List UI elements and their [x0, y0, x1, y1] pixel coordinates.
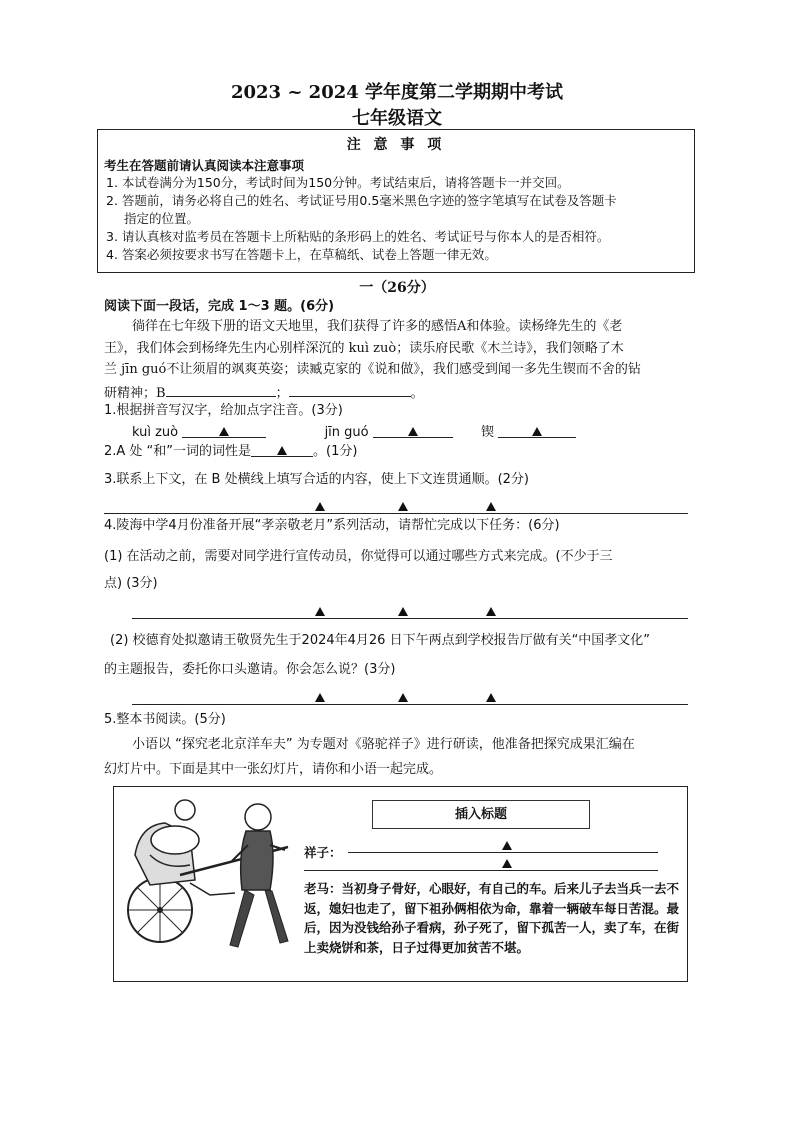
answer-triangle-icon — [277, 446, 287, 455]
answer-triangle-icon — [502, 859, 512, 868]
exam-subtitle: 七年级语文 — [352, 108, 442, 129]
notice-item-2: 2. 答题前，请务必将自己的姓名、考试证号用0.5毫米黑色字迹的签字笔填写在试卷及答题卡 — [106, 193, 617, 208]
passage-line-3: 兰 jīn guó不让须眉的飒爽英姿；读臧克家的《说和做》，我们感受到闻一多先生锲而不舍的钻 — [104, 362, 641, 377]
answer-triangle-icon — [398, 607, 408, 616]
answer-triangle-icon — [398, 693, 408, 702]
blank-b2[interactable] — [289, 382, 411, 397]
question-4-1-line-b: 点) (3分) — [104, 576, 158, 591]
q1-blank-3[interactable] — [498, 423, 576, 438]
q4-1-answer-line[interactable] — [132, 605, 688, 621]
q1-item-jinguo: jīn guó — [324, 425, 369, 440]
answer-triangle-icon — [315, 693, 325, 702]
question-1-items — [132, 423, 692, 443]
xiangzi-answer-line-1[interactable] — [348, 838, 658, 854]
q1-item-kuizuo: kuì zuò — [132, 425, 179, 440]
laoma-label: 老马： — [304, 881, 342, 896]
question-5-text-b: 幻灯片中。下面是其中一张幻灯片，请你和小语一起完成。 — [104, 762, 443, 777]
section-heading: 一（26分） — [359, 280, 435, 296]
answer-triangle-icon — [502, 841, 512, 850]
answer-triangle-icon — [398, 502, 408, 511]
passage-line-1: 徜徉在七年级下册的语文天地里，我们获得了许多的感悟A和体验。读杨绛先生的《老 — [132, 319, 623, 334]
laoma-paragraph — [304, 879, 682, 957]
question-5-text-a: 小语以 “探究老北京洋车夫” 为专题对《骆驼祥子》进行研读，他准备把探究成果汇编在 — [132, 737, 635, 752]
notice-subheading: 考生在答题前请认真阅读本注意事项 — [104, 158, 305, 173]
laoma-text: 当初身子骨好，心眼好，有自己的车。后来儿子去当兵一去不返，媳妇也走了，留下祖孙俩相依为命，靠着一辆破车每日苦混。最后，因为没钱给孙子看病，孙子死了，留下孤苦一人，卖了车，在街上卖烧饼和茶，日子过得更加贫苦不堪。 — [304, 881, 680, 955]
answer-triangle-icon — [315, 607, 325, 616]
question-4-1-line-a: (1) 在活动之前，需要对同学进行宣传动员，你觉得可以通过哪些方式来完成。(不少于三 — [104, 549, 613, 564]
question-3: 3.联系上下文，在 B 处横线上填写合适的内容，使上下文连贯通顺。(2分) — [104, 472, 530, 487]
q1-blank-1[interactable] — [182, 423, 266, 438]
q1-item-qie: 锲 — [481, 425, 495, 440]
xiangzi-label: 祥子： — [304, 845, 342, 860]
q3-answer-line[interactable] — [104, 500, 688, 516]
question-5: 5.整本书阅读。(5分) — [104, 712, 226, 727]
question-4: 4.陵海中学4月份准备开展“孝亲敬老月”系列活动，请帮忙完成以下任务：(6分) — [104, 518, 560, 533]
passage-line-4-text: 研精神；B — [104, 386, 166, 401]
notice-item-2-cont: 指定的位置。 — [124, 211, 200, 226]
q1-blank-2[interactable] — [373, 423, 453, 438]
xiangzi-answer-line-2[interactable] — [304, 856, 658, 872]
notice-item-4: 4. 答案必须按要求书写在答题卡上，在草稿纸、试卷上答题一律无效。 — [106, 247, 497, 262]
blank-b1[interactable] — [166, 382, 276, 397]
slide-card — [113, 786, 688, 982]
notice-item-3: 3. 请认真核对监考员在答题卡上所粘贴的条形码上的姓名、考试证号与你本人的是否相符。 — [106, 229, 610, 244]
question-2-text: 2.A 处 “和”一词的词性是 — [104, 444, 252, 459]
answer-triangle-icon — [532, 427, 542, 436]
passage-line-4: 研精神；B ； 。 — [104, 382, 424, 404]
answer-triangle-icon — [408, 427, 418, 436]
answer-triangle-icon — [486, 502, 496, 511]
rickshaw-illustration — [120, 795, 305, 975]
answer-triangle-icon — [486, 607, 496, 616]
reading-intro: 阅读下面一段话，完成 1～3 题。(6分) — [104, 299, 335, 314]
question-4-2-line-b: 的主题报告，委托你口头邀请。你会怎么说？(3分) — [104, 662, 396, 677]
question-1: 1.根据拼音写汉字，给加点字注音。(3分) — [104, 403, 343, 418]
notice-item-1: 1. 本试卷满分为150分，考试时间为150分钟。考试结束后，请将答题卡一并交回。 — [106, 175, 570, 190]
q4-2-answer-line[interactable] — [132, 691, 688, 707]
answer-triangle-icon — [486, 693, 496, 702]
question-4-2-line-a: (2) 校德育处拟邀请王敬贤先生于2024年4月26 日下午两点到学校报告厅做有关“中国孝文化” — [110, 633, 651, 648]
passage-line-2: 王》，我们体会到杨绛先生内心别样深沉的 kuì zuò；读乐府民歌《木兰诗》，我们领略了木 — [104, 341, 624, 356]
question-2 — [104, 442, 357, 462]
notice-heading: 注 意 事 项 — [346, 137, 446, 153]
question-2-tail: 。(1分) — [313, 444, 358, 459]
answer-triangle-icon — [219, 427, 229, 436]
answer-triangle-icon — [315, 502, 325, 511]
q2-blank[interactable] — [251, 442, 313, 457]
notice-box — [97, 129, 695, 273]
slide-title-box[interactable]: 插入标题 — [372, 800, 590, 829]
exam-title: 2023 ~ 2024 学年度第二学期期中考试 — [230, 82, 564, 103]
